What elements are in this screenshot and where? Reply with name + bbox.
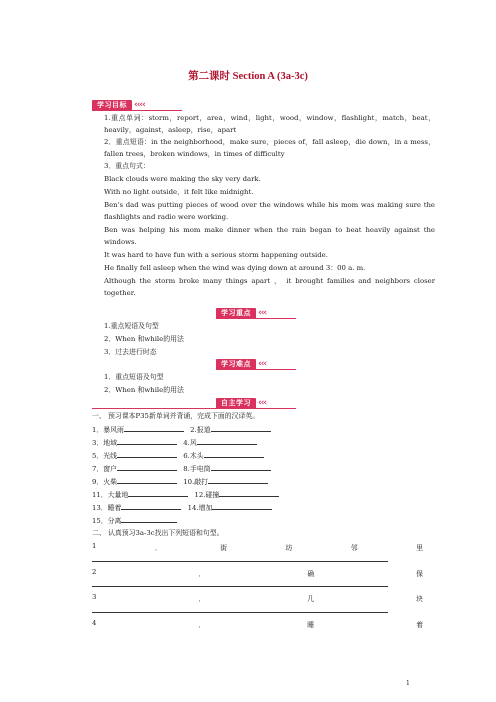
phrase-row — [92, 568, 423, 578]
vocab-prompt: 7．窗户 — [92, 465, 118, 473]
key-point-item: 1.重点短语及句型 — [104, 322, 159, 330]
answer-blank[interactable] — [117, 477, 177, 484]
phrase-row — [92, 593, 423, 603]
goal-phrases: 2．重点短语：in the neighborhood，make sure，pieces of，fall asleep，die down，in a mess，fallen trees，broken windows，in times of difficulty — [104, 138, 435, 158]
difficulties-badge-rule — [216, 369, 296, 370]
phrase-char: 街 — [220, 544, 228, 552]
vocab-prompt: 11．大量地 — [92, 491, 129, 499]
answer-blank[interactable] — [124, 425, 184, 432]
phrase-char: 坊 — [285, 544, 293, 552]
phrase-char: 睡 — [307, 621, 315, 629]
difficulty-item: 2．When 和while的用法 — [104, 386, 184, 394]
phrase-char: 1 — [92, 542, 97, 550]
phrase-row — [92, 619, 423, 629]
phrase-row — [92, 542, 423, 552]
vocab-prompt: 3．地域 — [92, 439, 118, 447]
answer-blank[interactable] — [128, 490, 188, 497]
difficulty-item: 1．重点短语及句型 — [104, 373, 164, 381]
goal-sentences-heading: 3．重点句式： — [104, 162, 150, 170]
goal-sentence: Black clouds were making the sky very dark. — [104, 175, 261, 183]
vocab-row — [92, 464, 422, 473]
vocab-row — [92, 477, 422, 486]
chevron-left-icon: ‹‹‹ — [258, 398, 267, 408]
phrase-char: 邻 — [350, 544, 358, 552]
goal-sentence: He finally fell asleep when the wind was dying down at around 3：00 a. m. — [104, 264, 366, 272]
vocab-row — [92, 438, 422, 447]
part2-heading: 二、 认真预习3a-3c找出下列短语和句型。 — [92, 529, 224, 537]
difficulties-badge-label: 学习难点 — [216, 359, 256, 370]
self-study-badge-rule — [92, 408, 296, 409]
vocab-prompt: 5．光线 — [92, 452, 118, 460]
vocab-row — [92, 516, 422, 525]
page-number: 1 — [406, 680, 410, 687]
goal-sentence: Ben was helping his mom make dinner when the rain began to beat heavily against the windows. — [104, 226, 435, 246]
vocab-row — [92, 451, 422, 460]
answer-blank[interactable] — [211, 425, 271, 432]
phrase-char: ． — [154, 544, 162, 552]
vocab-row — [92, 503, 422, 512]
vocab-prompt: 6.木头 — [183, 452, 204, 460]
vocab-prompt: 12.碰撞 — [194, 491, 220, 499]
answer-line[interactable] — [92, 586, 388, 587]
vocab-prompt: 8.手电筒 — [183, 465, 211, 473]
key-points-badge-rule — [216, 318, 296, 319]
part1-heading: 一、 预习课本P35新单词并背诵，完成下面的汉译英。 — [92, 412, 260, 420]
answer-blank[interactable] — [219, 490, 279, 497]
goals-badge-rule — [92, 110, 182, 111]
phrase-char: ． — [198, 595, 206, 603]
phrase-char: 块 — [416, 595, 423, 603]
key-points-badge-label: 学习重点 — [216, 308, 256, 319]
chevron-left-icon: ‹‹‹‹ — [134, 100, 145, 110]
chevron-left-icon: ‹‹‹ — [258, 308, 267, 318]
answer-blank[interactable] — [211, 464, 271, 471]
phrase-char: ． — [198, 621, 206, 629]
answer-blank[interactable] — [204, 451, 264, 458]
page-title: 第二课时 Section A (3a-3c) — [188, 71, 308, 82]
goal-sentence: Although the storm broke many things apart ， it brought families and neighbors closer together. — [104, 277, 435, 297]
answer-blank[interactable] — [121, 503, 181, 510]
phrase-char: 里 — [416, 544, 423, 552]
answer-line[interactable] — [92, 612, 388, 613]
answer-blank[interactable] — [197, 438, 257, 445]
goal-sentence: Ben's dad was putting pieces of wood over the windows while his mom was making sure the flashlights and radio were working. — [104, 201, 435, 221]
vocab-prompt: 13．睡着 — [92, 504, 122, 512]
key-point-item: 3．过去进行时态 — [104, 348, 157, 356]
vocab-row — [92, 490, 422, 499]
phrase-char: 几 — [307, 595, 315, 603]
phrase-char: 确 — [307, 570, 315, 578]
goal-sentence: It was hard to have fun with a serious storm happening outside. — [104, 251, 328, 259]
phrase-char: 2 — [92, 568, 97, 576]
answer-blank[interactable] — [212, 503, 272, 510]
goal-words: 1.重点单词：storm，report，area，wind，light，wood，window，flashlight，match，beat，heavily，against，asleep，rise，apart — [104, 114, 435, 134]
vocab-prompt: 14.增加 — [187, 504, 213, 512]
vocab-prompt: 1．暴风雨 — [92, 426, 124, 434]
chevron-left-icon: ‹‹‹ — [258, 359, 267, 369]
vocab-prompt: 15．分离 — [92, 517, 122, 525]
phrase-char: 4 — [92, 619, 97, 627]
self-study-badge-label: 自主学习 — [216, 398, 256, 409]
phrase-char: 着 — [416, 621, 423, 629]
goals-badge-label: 学习目标 — [92, 100, 132, 111]
answer-line[interactable] — [92, 561, 388, 562]
answer-blank[interactable] — [117, 438, 177, 445]
goal-sentence: With no light outside，it felt like midnight. — [104, 188, 254, 196]
phrase-char: 保 — [416, 570, 423, 578]
vocab-prompt: 10.敲打 — [183, 478, 209, 486]
key-point-item: 2．When 和while的用法 — [104, 335, 184, 343]
answer-blank[interactable] — [208, 477, 268, 484]
answer-blank[interactable] — [117, 464, 177, 471]
phrase-char: ． — [198, 570, 206, 578]
answer-blank[interactable] — [121, 516, 177, 523]
vocab-row — [92, 425, 422, 434]
vocab-prompt: 4.风 — [183, 439, 197, 447]
vocab-prompt: 9．火柴 — [92, 478, 118, 486]
vocab-prompt: 2.报道 — [190, 426, 211, 434]
answer-blank[interactable] — [117, 451, 177, 458]
phrase-char: 3 — [92, 593, 97, 601]
